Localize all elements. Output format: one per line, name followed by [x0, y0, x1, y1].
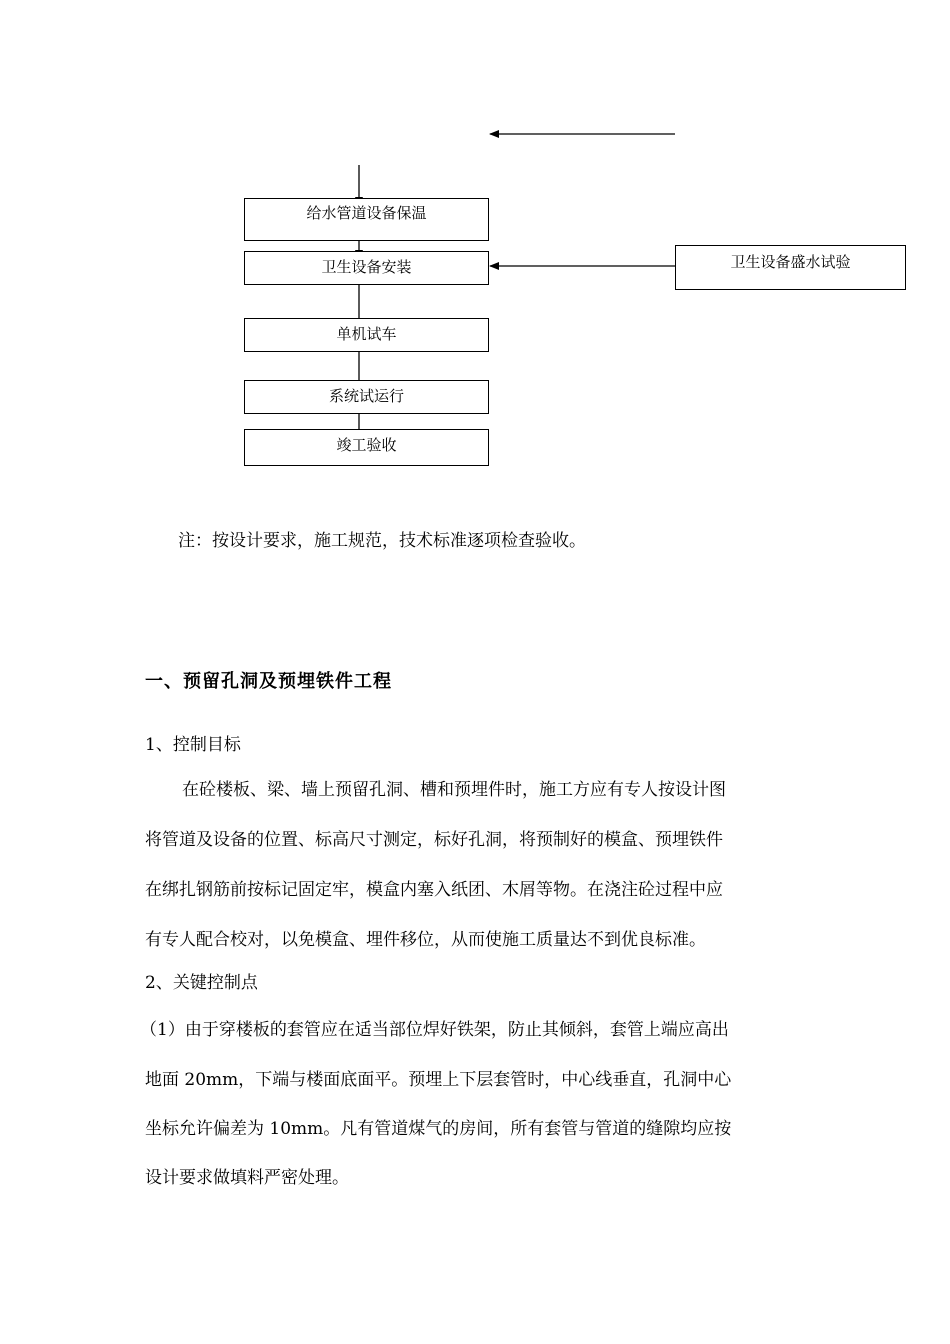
- flow-box-system-trial: [244, 380, 489, 414]
- flow-box-label: 单机试车: [336, 325, 397, 343]
- flowchart-note: 注：按设计要求，施工规范，技术标准逐项检查验收。: [178, 531, 586, 551]
- paragraph-line: （1）由于穿楼板的套管应在适当部位焊好铁架，防止其倾斜，套管上端应高出: [140, 1020, 729, 1040]
- paragraph-line: 地面 20mm，下端与楼面底面平。预埋上下层套管时，中心线垂直，孔洞中心: [145, 1070, 732, 1090]
- flow-box-label: 给水管道设备保温: [306, 204, 427, 222]
- paragraph-line: 将管道及设备的位置、标高尺寸测定，标好孔洞，将预制好的模盒、预埋铁件: [145, 830, 723, 850]
- flow-box-label: 卫生设备盛水试验: [730, 253, 851, 271]
- subsection-title-control-target: 1、控制目标: [145, 735, 241, 755]
- flow-box-label: 系统试运行: [328, 387, 404, 405]
- section-title: 一、预留孔洞及预埋铁件工程: [145, 671, 392, 692]
- subsection-title-key-points: 2、关键控制点: [145, 973, 258, 993]
- paragraph-line: 在砼楼板、梁、墙上预留孔洞、槽和预埋件时，施工方应有专人按设计图: [182, 780, 726, 800]
- paragraph-line: 有专人配合校对，以免模盒、埋件移位，从而使施工质量达不到优良标准。: [145, 930, 706, 950]
- flow-box-label: 卫生设备安装: [321, 258, 412, 276]
- flow-box-label: 竣工验收: [336, 436, 397, 454]
- paragraph-line: 坐标允许偏差为 10mm。凡有管道煤气的房间，所有套管与管道的缝隙均应按: [145, 1119, 732, 1139]
- flow-box-sanitary-install: [244, 251, 489, 285]
- paragraph-line: 设计要求做填料严密处理。: [145, 1168, 349, 1188]
- paragraph-line: 在绑扎钢筋前按标记固定牢，模盒内塞入纸团、木屑等物。在浇注砼过程中应: [145, 880, 723, 900]
- flow-box-acceptance: [244, 429, 489, 466]
- flow-box-insulation: [244, 198, 489, 241]
- flow-box-water-test: [675, 245, 906, 290]
- flow-box-unit-test: [244, 318, 489, 352]
